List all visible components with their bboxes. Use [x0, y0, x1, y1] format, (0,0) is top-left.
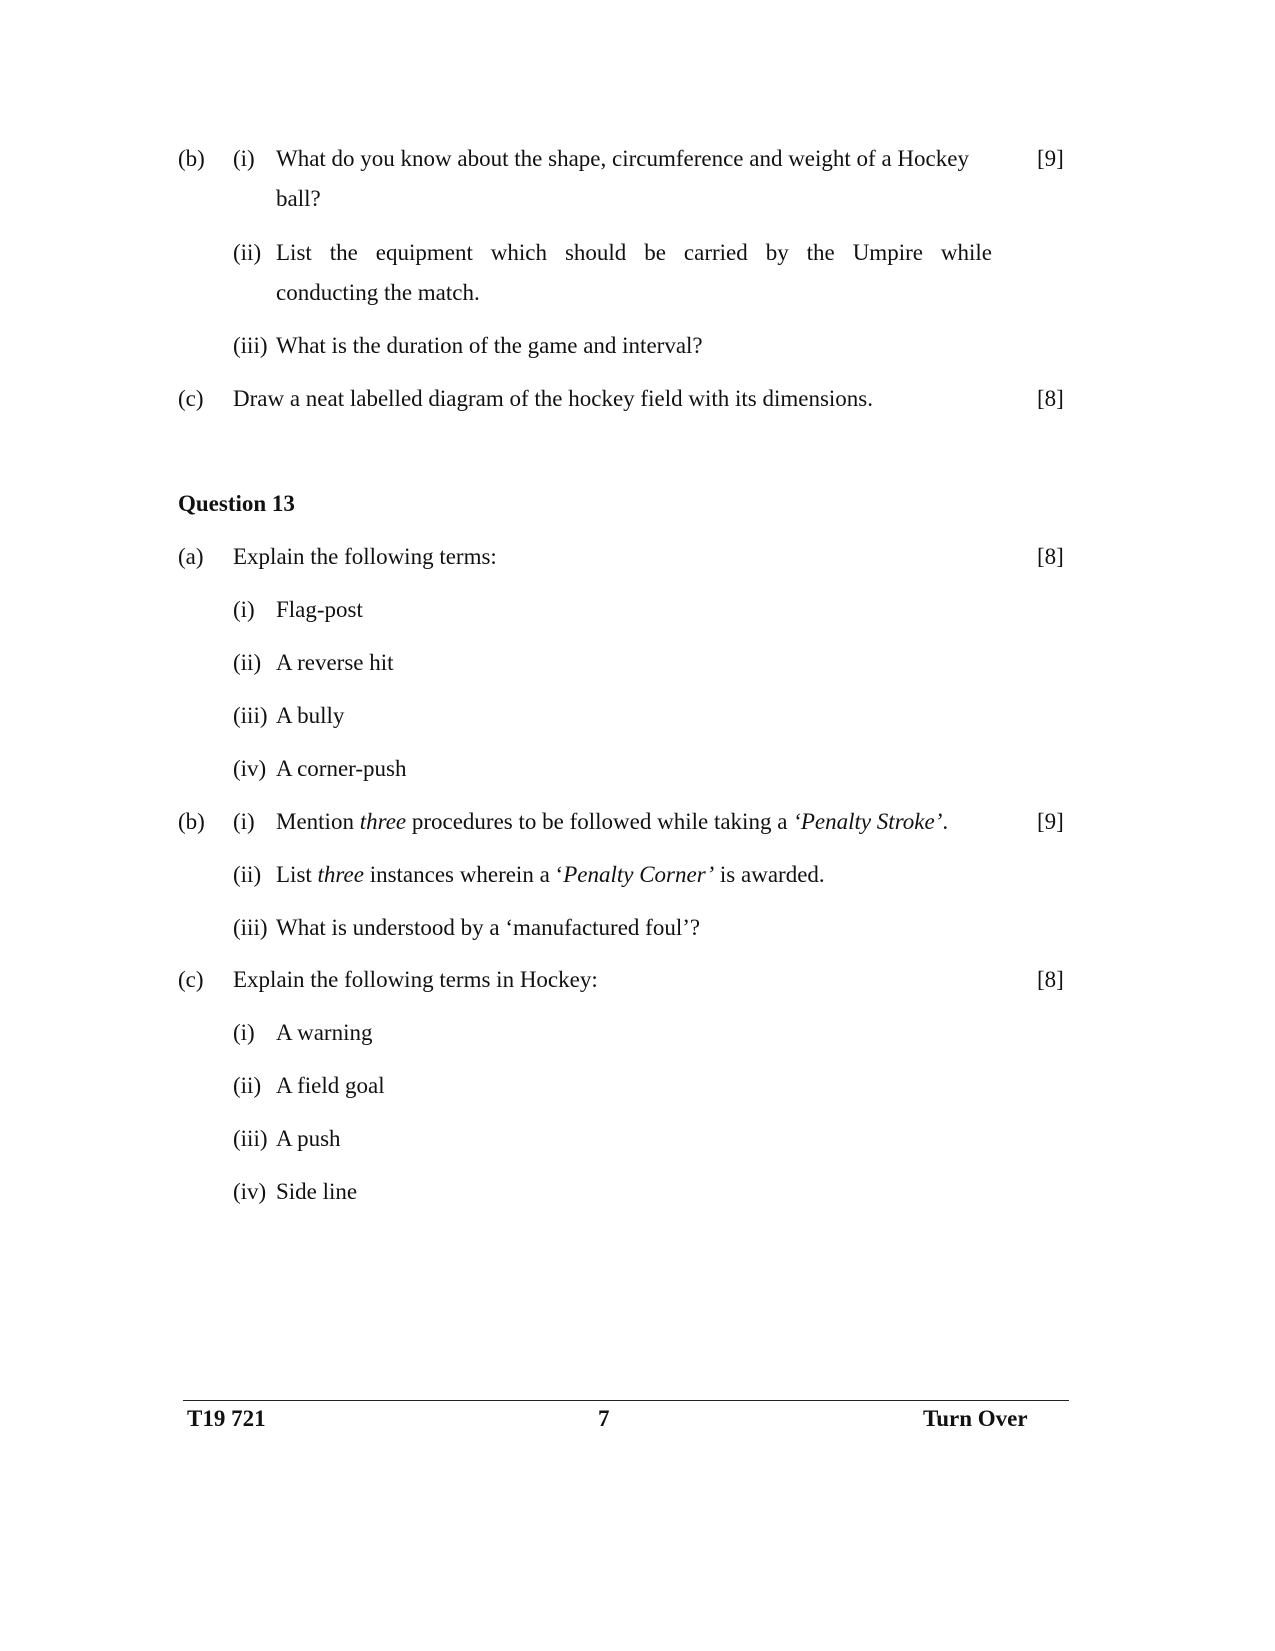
q13-a-item-num: (i) — [233, 597, 255, 622]
q13-c-item-num: (iv) — [233, 1179, 267, 1204]
q12-c-label: (c) — [178, 386, 204, 411]
q12-b-iii-text: What is the duration of the game and interval? — [276, 333, 703, 358]
q13-c-text: Explain the following terms in Hockey: — [233, 967, 598, 992]
q13-c-item-text: Side line — [276, 1179, 358, 1204]
q12-c-marks: [8] — [1037, 386, 1064, 411]
q13-a-item-text: A bully — [276, 703, 345, 728]
q13-c-item-num: (ii) — [233, 1073, 262, 1098]
question-13-heading: Question 13 — [178, 491, 295, 516]
q13-b-ii-num: (ii) — [233, 862, 262, 887]
q12-b-i-text-line1: What do you know about the shape, circumference and weight of a Hockey — [276, 146, 969, 171]
q13-a-item-text: Flag-post — [276, 597, 363, 622]
q12-b-ii-num: (ii) — [233, 240, 262, 265]
q13-c-item-num: (i) — [233, 1020, 255, 1045]
q13-a-item-num: (iv) — [233, 756, 267, 781]
q13-b-i-text: Mention three procedures to be followed while taking a ‘Penalty Stroke’. — [276, 809, 949, 834]
q13-b-iii-num: (iii) — [233, 915, 268, 940]
q12-b-ii-text-line2: conducting the match. — [276, 280, 480, 305]
q13-a-item-text: A corner-push — [276, 756, 407, 781]
q13-c-item-text: A field goal — [276, 1073, 385, 1098]
q13-a-item-num: (ii) — [233, 650, 262, 675]
q13-b-marks: [9] — [1037, 809, 1064, 834]
q13-c-label: (c) — [178, 967, 204, 992]
q13-b-i-num: (i) — [233, 809, 255, 834]
q12-b-i-num: (i) — [233, 146, 255, 171]
q12-b-label: (b) — [178, 146, 205, 171]
q13-c-item-text: A warning — [276, 1020, 373, 1045]
q13-a-marks: [8] — [1037, 544, 1064, 569]
paper-code: T19 721 — [187, 1406, 266, 1431]
q13-a-text: Explain the following terms: — [233, 544, 497, 569]
q13-c-marks: [8] — [1037, 967, 1064, 992]
q12-b-i-text-line2: ball? — [276, 186, 321, 211]
q13-b-ii-text: List three instances wherein a ‘Penalty Corner’ is awarded. — [276, 862, 825, 887]
q12-b-ii-text-line1: List the equipment which should be carried by the Umpire while — [276, 240, 992, 265]
q13-a-item-text: A reverse hit — [276, 650, 394, 675]
q12-b-iii-num: (iii) — [233, 333, 268, 358]
q13-a-item-num: (iii) — [233, 703, 268, 728]
q13-c-item-text: A push — [276, 1126, 341, 1151]
footer-rule — [183, 1400, 1069, 1401]
q12-b-marks: [9] — [1037, 146, 1064, 171]
turn-over-label: Turn Over — [923, 1406, 1028, 1431]
page-number: 7 — [598, 1406, 610, 1431]
q13-b-label: (b) — [178, 809, 205, 834]
q13-a-label: (a) — [178, 544, 204, 569]
q13-c-item-num: (iii) — [233, 1126, 268, 1151]
q12-c-text: Draw a neat labelled diagram of the hockey field with its dimensions. — [233, 386, 873, 411]
q13-b-iii-text: What is understood by a ‘manufactured foul’? — [276, 915, 701, 940]
